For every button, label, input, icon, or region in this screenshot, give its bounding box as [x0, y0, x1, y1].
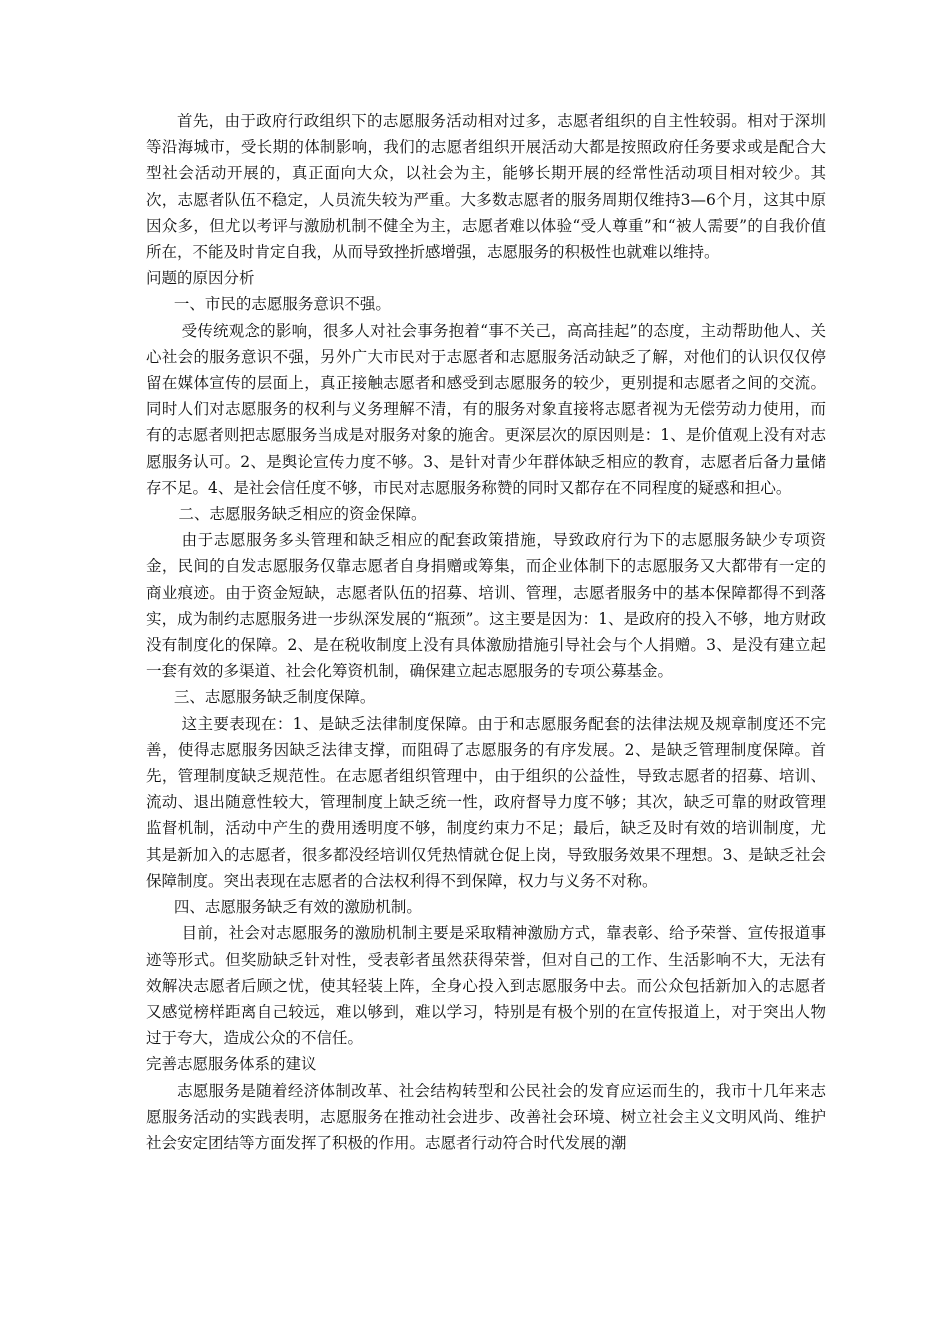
subheading-awareness: 一、市民的志愿服务意识不强。: [173, 295, 391, 314]
subheading-incentive: 四、志愿服务缺乏有效的激励机制。: [173, 898, 422, 917]
document-text-area: [146, 108, 826, 1320]
section-heading-cause-analysis: 问题的原因分析: [146, 269, 255, 288]
subheading-system: 三、志愿服务缺乏制度保障。: [173, 688, 376, 707]
subheading-funding: 二、志愿服务缺乏相应的资金保障。: [178, 505, 427, 524]
section-heading-suggestions: 完善志愿服务体系的建议: [146, 1055, 317, 1074]
paragraph-awareness: 受传统观念的影响，很多人对社会事务抱着“事不关己，高高挂起”的态度，主动帮助他人、关心社会的服务意识不强，另外广大市民对于志愿者和志愿服务活动缺乏了解，对他们的认识仅仅停留在媒体宣传的层面上，真正接触志愿者和感受到志愿服务的较少，更别提和志愿者之间的交流。同时人们对志愿服务的权利与义务理解不清，有的服务对象直接将志愿者视为无偿劳动力使用，而有的志愿者则把志愿服务当成是对服务对象的施舍。更深层次的原因则是：1、是价值观上没有对志愿服务认可。2、是舆论宣传力度不够。3、是针对青少年群体缺乏相应的教育，志愿者后备力量储存不足。4、是社会信任度不够，市民对志愿服务称赞的同时又都存在不同程度的疑惑和担心。: [146, 321, 826, 497]
paragraph-problems-summary: 首先，由于政府行政组织下的志愿服务活动相对过多，志愿者组织的自主性较弱。相对于深圳等沿海城市，受长期的体制影响，我们的志愿者组织开展活动大都是按照政府任务要求或是配合大型社会活动开展的，真正面向大众，以社会为主，能够长期开展的经常性活动项目相对较少。其次，志愿者队伍不稳定，人员流失较为严重。大多数志愿者的服务周期仅维持3—6个月，这其中原因众多，但尤以考评与激励机制不健全为主，志愿者难以体验“受人尊重”和“被人需要”的自我价值所在，不能及时肯定自我，从而导致挫折感增强，志愿服务的积极性也就难以维持。: [146, 112, 826, 262]
paragraph-funding: 由于志愿服务多头管理和缺乏相应的配套政策措施，导致政府行为下的志愿服务缺少专项资金，民间的自发志愿服务仅靠志愿者自身捐赠或筹集，而企业体制下的志愿服务又大都带有一定的商业痕迹。由于资金短缺，志愿者队伍的招募、培训、管理，志愿者服务中的基本保障都得不到落实，成为制约志愿服务进一步纵深发展的“瓶颈”。这主要是因为：1、是政府的投入不够，地方财政没有制度化的保障。2、是在税收制度上没有具体激励措施引导社会与个人捐赠。3、是没有建立起一套有效的多渠道、社会化筹资机制，确保建立起志愿服务的专项公募基金。: [146, 531, 826, 681]
paragraph-system: 这主要表现在：1、是缺乏法律制度保障。由于和志愿服务配套的法律法规及规章制度还不完善，使得志愿服务因缺乏法律支撑，而阻碍了志愿服务的有序发展。2、是缺乏管理制度保障。首先，管理制度缺乏规范性。在志愿者组织管理中，由于组织的公益性，导致志愿者的招募、培训、流动、退出随意性较大，管理制度上缺乏统一性，政府督导力度不够；其次，缺乏可靠的财政管理监督机制，活动中产生的费用透明度不够，制度约束力不足；最后，缺乏及时有效的培训制度，尤其是新加入的志愿者，很多都没经培训仅凭热情就仓促上岗，导致服务效果不理想。3、是缺乏社会保障制度。突出表现在志愿者的合法权利得不到保障，权力与义务不对称。: [146, 714, 826, 890]
paragraph-incentive: 目前，社会对志愿服务的激励机制主要是采取精神激励方式，靠表彰、给予荣誉、宣传报道事迹等形式。但奖励缺乏针对性，受表彰者虽然获得荣誉，但对自己的工作、生活影响不大，无法有效解决志愿者后顾之忧，使其轻装上阵，全身心投入到志愿服务中去。而公众包括新加入的志愿者又感觉榜样距离自己较远，难以够到，难以学习，特别是有极个别的在宣传报道上，对于突出人物过于夸大，造成公众的不信任。: [146, 924, 826, 1048]
paragraph-suggestions: 志愿服务是随着经济体制改革、社会结构转型和公民社会的发育应运而生的，我市十几年来志愿服务活动的实践表明，志愿服务在推动社会进步、改善社会环境、树立社会主义文明风尚、维护社会安定团结等方面发挥了积极的作用。志愿者行动符合时代发展的潮: [146, 1081, 826, 1152]
document-body: [146, 108, 826, 1320]
